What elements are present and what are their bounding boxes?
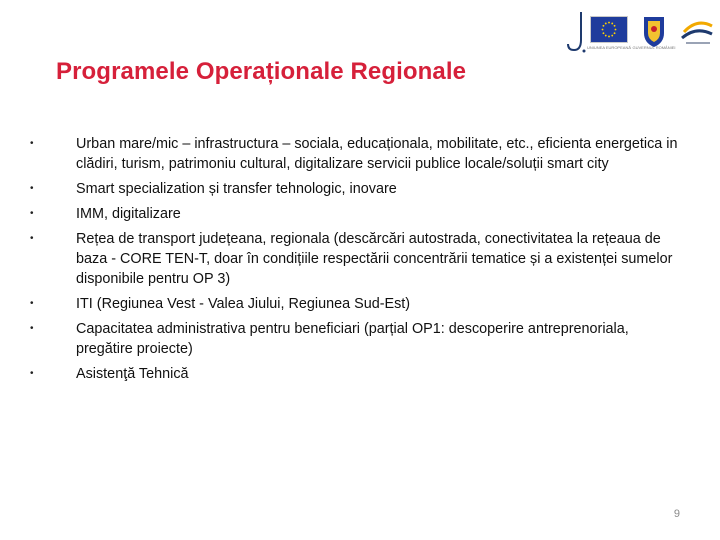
hook-logo-icon — [566, 10, 588, 54]
bullet-item — [26, 319, 686, 359]
bullet-item — [26, 134, 686, 174]
bullet-item — [26, 179, 686, 199]
bullet-dot: • — [30, 323, 34, 334]
bullet-dot: • — [30, 368, 34, 379]
romania-crest-icon — [638, 13, 670, 49]
page-number: 9 — [673, 508, 680, 520]
bullet-dot: • — [30, 183, 34, 194]
bullet-text: Asistenţă Tehnică — [76, 366, 189, 382]
bullet-list — [26, 134, 686, 389]
bullet-item — [26, 294, 686, 314]
bullet-item — [26, 229, 686, 289]
bullet-item — [26, 204, 686, 224]
bullet-text: Smart specialization și transfer tehnologic, inovare — [76, 181, 397, 197]
program-logo-icon — [678, 12, 716, 50]
bullet-dot: • — [30, 298, 34, 309]
logo-strip — [566, 10, 716, 54]
eu-flag-icon — [590, 16, 628, 43]
bullet-text: Rețea de transport județeana, regionala (descărcări autostrada, conectivitatea la rețeaua de baza - CORE TEN-T, doar în condițiile respectării concentrării tematice și a existenței sumelor disponibile pentru OP 3) — [76, 231, 673, 287]
eu-caption: UNIUNEA EUROPEANĂ — [586, 45, 631, 50]
bullet-dot: • — [30, 138, 34, 149]
ro-caption: GUVERNUL ROMÂNIEI — [632, 45, 676, 50]
bullet-text: IMM, digitalizare — [76, 206, 181, 222]
bullet-dot: • — [30, 208, 34, 219]
bullet-text: Capacitatea administrativa pentru beneficiari (parțial OP1: descoperire antreprenoriala, pregătire proiecte) — [76, 321, 629, 357]
slide-title: Programele Operaționale Regionale — [56, 58, 467, 85]
bullet-dot: • — [30, 233, 34, 244]
bullet-text: ITI (Regiunea Vest - Valea Jiului, Regiunea Sud-Est) — [76, 296, 411, 312]
bullet-item — [26, 364, 686, 384]
bullet-text: Urban mare/mic – infrastructura – sociala, educaționala, mobilitate, etc., eficienta energetica in clădiri, turism, patrimoniu cultural, digitalizare servicii publice locale/soluții smart city — [76, 136, 678, 172]
